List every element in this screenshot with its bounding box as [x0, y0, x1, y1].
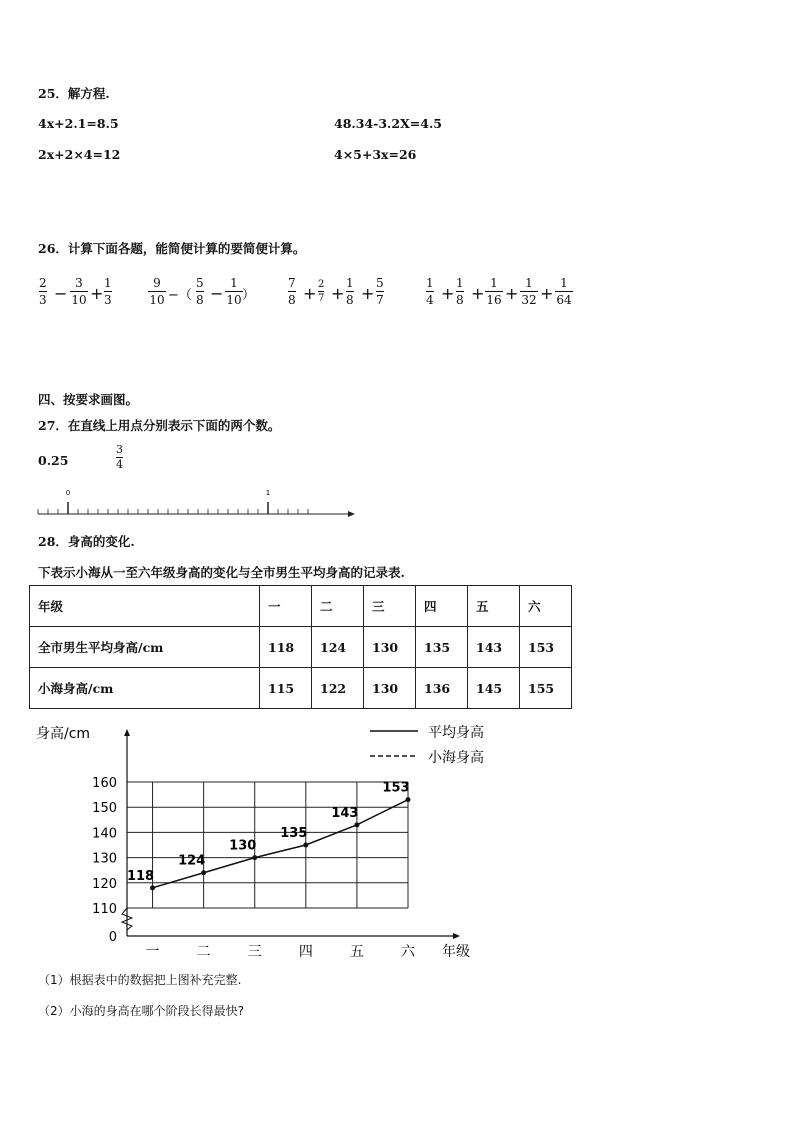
- operator: ）: [242, 288, 256, 303]
- fraction: 1 8: [346, 276, 354, 307]
- table-header-cell: 一: [260, 586, 312, 627]
- q27-number-1: 0.25: [38, 453, 69, 468]
- data-label: 153: [382, 780, 410, 796]
- table-cell: 124: [312, 627, 364, 668]
- number-line-arrow: [348, 511, 355, 517]
- q28-sub-question-1: （1）根据表中的数据把上图补充完整.: [38, 973, 242, 987]
- x-tick-label: 六: [401, 944, 415, 960]
- operator: +: [471, 284, 485, 303]
- number-line: [30, 485, 360, 521]
- tick-label-0: 0: [65, 489, 71, 497]
- table-cell: 118: [260, 627, 312, 668]
- q25-equation-4: 4×5+3x=26: [334, 147, 417, 162]
- x-tick-label: 一: [145, 944, 160, 960]
- table-cell: 130: [364, 668, 416, 709]
- chart-ylabel: 身高/cm: [36, 726, 91, 742]
- operator: −: [54, 284, 68, 303]
- table-header-cell: 二: [312, 586, 364, 627]
- fraction: 1 64: [556, 276, 572, 307]
- y-axis-arrow: [124, 729, 130, 736]
- data-point: [406, 797, 411, 802]
- data-point: [303, 843, 308, 848]
- x-tick-label: 五: [349, 944, 364, 960]
- y-tick-label: 130: [92, 851, 117, 867]
- fraction: 1 32: [521, 276, 537, 307]
- data-label: 124: [178, 853, 206, 869]
- data-point: [201, 870, 206, 875]
- data-label: 130: [229, 838, 257, 854]
- fraction: 7 8: [288, 276, 296, 307]
- operator: +: [303, 284, 317, 303]
- table-cell: 155: [520, 668, 572, 709]
- fraction: 1 3: [104, 276, 112, 307]
- table-row: [30, 627, 572, 668]
- data-label: 135: [280, 826, 308, 841]
- y-tick-label: 0: [108, 930, 117, 945]
- fraction: 1 4: [426, 276, 434, 307]
- operator: +: [540, 284, 554, 303]
- q27-title: 27．在直线上用点分别表示下面的两个数。: [38, 418, 281, 433]
- operator: +: [90, 284, 104, 303]
- q25-title: 25．解方程.: [38, 86, 110, 101]
- table-header-cell: 三: [364, 586, 416, 627]
- height-record-table: [29, 585, 572, 709]
- table-cell: 135: [416, 627, 468, 668]
- table-cell: 115: [260, 668, 312, 709]
- tick-label-1: 1: [265, 489, 271, 497]
- fraction: 5 8: [196, 276, 204, 307]
- table-cell: 全市男生平均身高/cm: [30, 627, 260, 668]
- operator: −: [210, 284, 224, 303]
- fraction: 1 8: [456, 276, 464, 307]
- table-cell: 130: [364, 627, 416, 668]
- operator: +: [505, 284, 519, 303]
- fraction: 3 10: [71, 276, 87, 307]
- table-cell: 143: [468, 627, 520, 668]
- data-point: [354, 822, 359, 827]
- height-line-chart: [30, 718, 510, 963]
- fraction: 2 3: [39, 276, 47, 307]
- table-cell: 145: [468, 668, 520, 709]
- q27-number-2-fraction: 3 4: [116, 443, 123, 471]
- table-cell: 153: [520, 627, 572, 668]
- y-tick-label: 160: [92, 776, 117, 791]
- x-tick-label: 三: [247, 944, 262, 960]
- number-line-ticks: [38, 502, 308, 514]
- chart-plot-area: [92, 729, 460, 960]
- fraction: 9 10: [149, 276, 165, 307]
- fraction: 2 7: [318, 279, 325, 304]
- q26-title: 26．计算下面各题，能简便计算的要简便计算。: [38, 241, 306, 256]
- q25-equation-3: 2x+2×4=12: [38, 147, 121, 162]
- fraction: 5 7: [376, 276, 384, 307]
- q28-title: 28．身高的变化.: [38, 534, 135, 549]
- chart-xlabel: 年级: [442, 944, 470, 960]
- x-axis-arrow: [453, 933, 460, 939]
- table-header-cell: 四: [416, 586, 468, 627]
- table-cell: 136: [416, 668, 468, 709]
- fraction: 1 16: [486, 276, 502, 307]
- y-tick-label: 150: [92, 801, 117, 817]
- table-cell: 122: [312, 668, 364, 709]
- operator: +: [441, 284, 455, 303]
- q28-sub-question-2: （2）小海的身高在哪个阶段长得最快?: [38, 1004, 245, 1018]
- y-tick-label: 110: [92, 902, 117, 917]
- data-point: [150, 885, 155, 890]
- y-tick-label: 120: [92, 876, 117, 892]
- legend-label-xiaohai: 小海身高: [428, 750, 484, 766]
- section-4-title: 四、按要求画图。: [38, 392, 139, 407]
- legend-label-average: 平均身高: [428, 725, 484, 741]
- data-label: 143: [331, 805, 359, 821]
- operator: +: [361, 284, 375, 303]
- data-label: 118: [126, 868, 155, 884]
- operator: +: [331, 284, 345, 303]
- fraction: 1 10: [226, 276, 242, 307]
- q28-intro: 下表示小海从一至六年级身高的变化与全市男生平均身高的记录表.: [38, 565, 405, 580]
- operator: −（: [168, 288, 192, 303]
- x-tick-label: 二: [196, 944, 211, 960]
- table-header-cell: 五: [468, 586, 520, 627]
- q25-equation-2: 48.34-3.2X=4.5: [334, 116, 442, 131]
- data-point: [252, 855, 257, 860]
- y-tick-label: 140: [92, 826, 117, 842]
- table-header-row: [30, 586, 572, 627]
- table-cell: 小海身高/cm: [30, 668, 260, 709]
- series-line-average-height: [153, 800, 408, 888]
- table-header-cell: 年级: [30, 586, 260, 627]
- table-row: [30, 668, 572, 709]
- q25-equation-1: 4x+2.1=8.5: [38, 116, 119, 131]
- x-tick-label: 四: [298, 944, 313, 960]
- table-header-cell: 六: [520, 586, 572, 627]
